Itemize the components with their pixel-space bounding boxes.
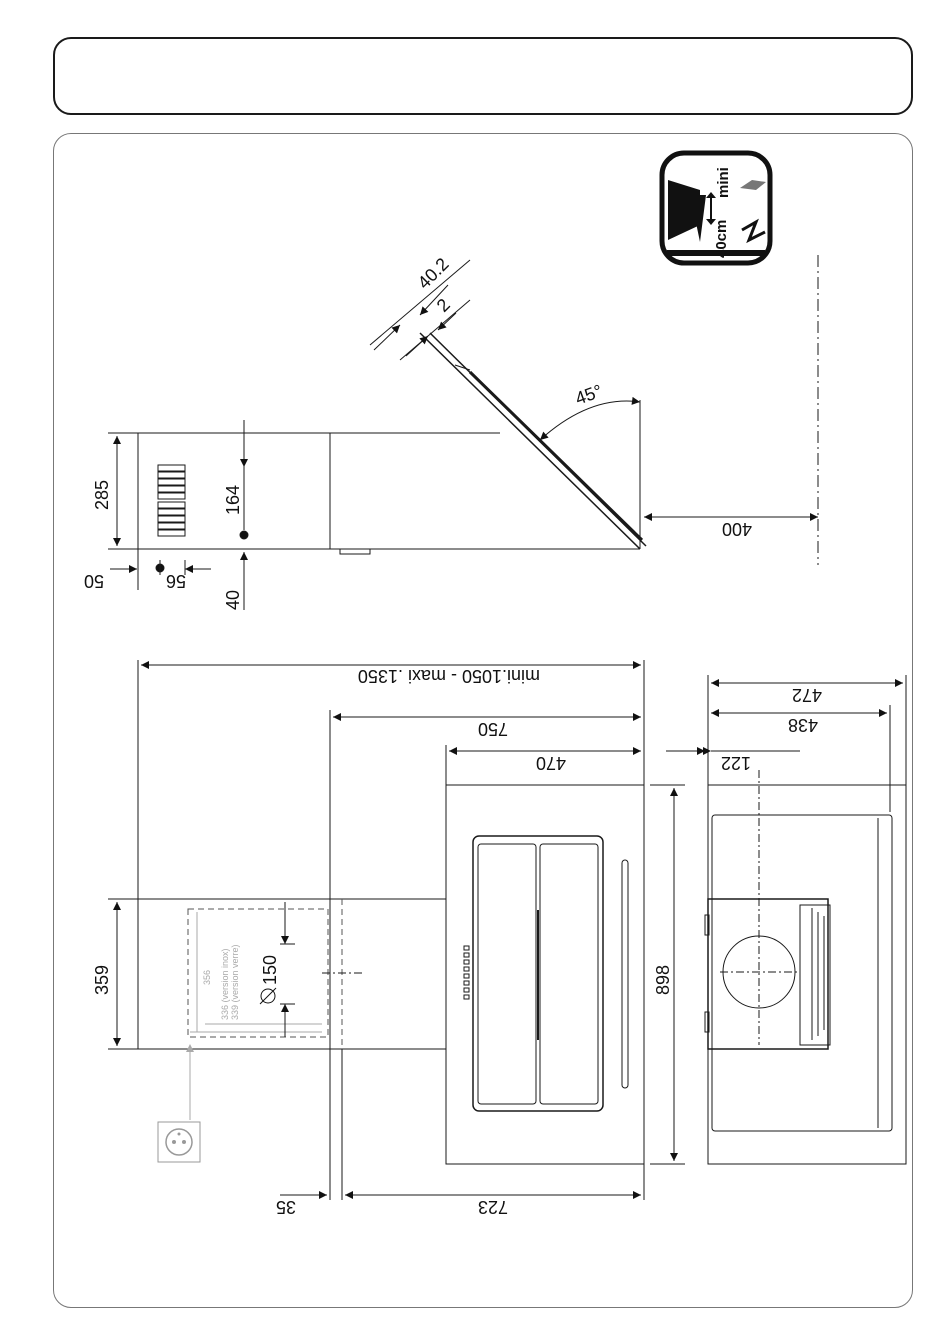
dim-285: 285 <box>92 479 112 510</box>
dim-359: 359 <box>92 964 112 995</box>
grey-336: 336 (version inox) <box>220 948 230 1020</box>
front-view <box>666 675 906 1164</box>
dim-472: 472 <box>791 685 822 705</box>
control-buttons-icon <box>464 946 469 999</box>
dim-122: 122 <box>720 753 751 773</box>
glass-panel-front <box>708 785 906 1164</box>
foot <box>340 549 370 554</box>
side-view <box>108 255 818 610</box>
dim-56: 56 <box>165 571 186 591</box>
dim-898: 898 <box>653 964 673 995</box>
badge-distance: 40cm <box>713 219 730 258</box>
dim-164: 164 <box>223 484 243 515</box>
dim-40: 40 <box>223 589 243 610</box>
dim-40-2: 40.2 <box>413 253 453 293</box>
dim-2: 2 <box>432 294 454 316</box>
dim-duct-150: 150 <box>260 954 280 985</box>
hood-front-outline <box>712 815 892 1131</box>
clearance-badge-icon <box>662 153 770 263</box>
grey-339: 339 (version verre) <box>230 944 240 1020</box>
dim-span-total: mini.1050 - maxi .1350 <box>357 666 540 686</box>
power-socket-icon <box>158 1122 200 1162</box>
vent-grille-icon <box>158 465 185 536</box>
badge-qualifier: mini <box>715 167 732 198</box>
dim-750: 750 <box>477 719 508 739</box>
top-view <box>108 660 685 1200</box>
dim-50: 50 <box>83 571 104 591</box>
dim-438: 438 <box>787 715 818 735</box>
angle-45: 45° <box>572 380 605 409</box>
diameter-icon <box>260 988 276 1004</box>
glass-panel-top <box>446 785 644 1164</box>
dim-400: 400 <box>721 519 752 539</box>
dim-723: 723 <box>477 1197 508 1217</box>
dim-470: 470 <box>535 753 566 773</box>
dim-35: 35 <box>275 1197 296 1217</box>
grey-356: 356 <box>202 969 212 985</box>
